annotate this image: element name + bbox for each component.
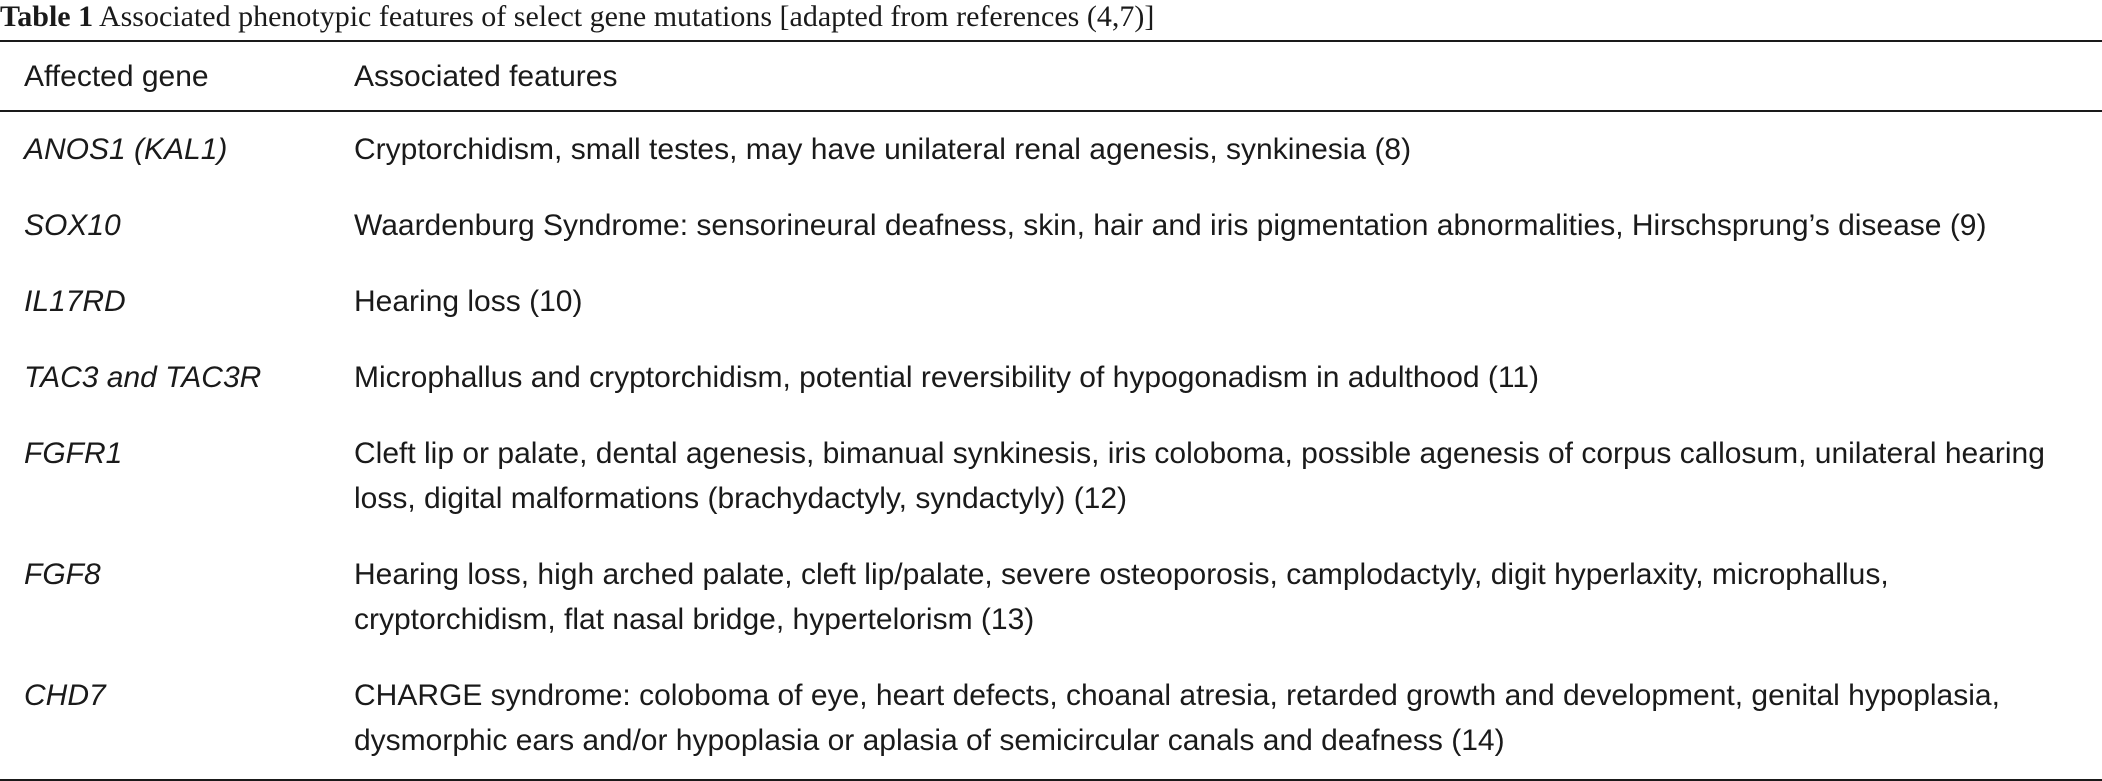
table-row: [0, 340, 2102, 416]
features-cell: Hearing loss, high arched palate, cleft lip/palate, severe osteoporosis, camplodactyly, digit hyperlaxity, microphallus, cryptorchidism, flat nasal bridge, hypertelorism (13): [354, 558, 1889, 636]
header-associated-features: Associated features: [354, 59, 618, 93]
table-row: [0, 416, 2102, 537]
gene-cell: SOX10: [24, 209, 121, 242]
features-cell: Waardenburg Syndrome: sensorineural deafness, skin, hair and iris pigmentation abnormalities, Hirschsprung’s disease (9): [354, 209, 1987, 242]
table-row: [0, 264, 2102, 340]
gene-cell: CHD7: [24, 679, 106, 712]
table-caption: [0, 0, 1154, 40]
table-row: [0, 111, 2102, 188]
features-cell: Cleft lip or palate, dental agenesis, bimanual synkinesis, iris coloboma, possible agenesis of corpus callosum, unilateral hearing loss, digital malformations (brachydactyly, syndactyly) (12): [354, 437, 2045, 515]
features-cell: CHARGE syndrome: coloboma of eye, heart defects, choanal atresia, retarded growth and development, genital hypoplasia, dysmorphic ears and/or hypoplasia or aplasia of semicircular canals and deafness (14): [354, 679, 2000, 757]
table-caption-text: Associated phenotypic features of select gene mutations [adapted from references (4,7)]: [93, 0, 1155, 33]
header-affected-gene: Affected gene: [24, 59, 209, 93]
phenotype-table: [0, 40, 2102, 781]
table-row: [0, 537, 2102, 658]
gene-cell: FGFR1: [24, 437, 123, 470]
gene-cell: TAC3 and TAC3R: [24, 361, 262, 394]
gene-cell: FGF8: [24, 558, 101, 591]
features-cell: Microphallus and cryptorchidism, potential reversibility of hypogonadism in adulthood (11): [354, 361, 1540, 394]
features-cell: Hearing loss (10): [354, 285, 583, 318]
features-cell: Cryptorchidism, small testes, may have unilateral renal agenesis, synkinesia (8): [354, 133, 1412, 166]
gene-cell: ANOS1 (KAL1): [24, 133, 228, 166]
table-header: [0, 41, 2102, 111]
table-header-row: [0, 41, 2102, 111]
table-row: [0, 658, 2102, 780]
table-body: [0, 111, 2102, 780]
gene-cell: IL17RD: [24, 285, 126, 318]
table-caption-label: Table 1: [0, 0, 94, 33]
table-row: [0, 188, 2102, 264]
